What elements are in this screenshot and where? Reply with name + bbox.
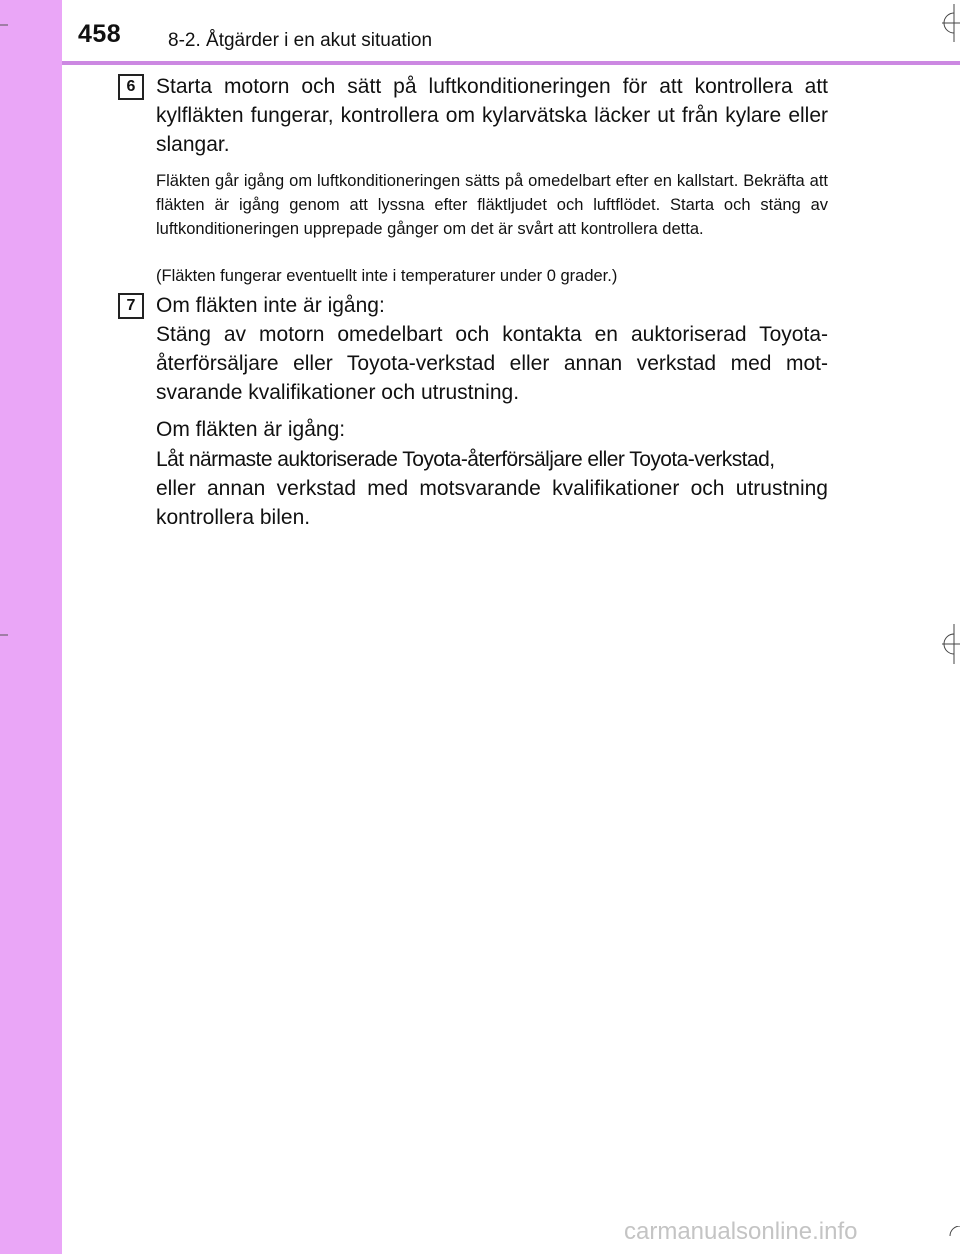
crop-mark-icon bbox=[0, 634, 8, 636]
crop-mark-icon bbox=[0, 24, 8, 26]
section-title: 8-2. Åtgärder i en akut situation bbox=[168, 30, 433, 51]
chapter-sidebar bbox=[0, 0, 62, 1254]
registration-mark-icon bbox=[932, 4, 960, 42]
step-7-case-2-text-line-1: Låt närmaste auktoriserade Toyota-återförsäljare eller Toyota-verkstad, bbox=[156, 448, 775, 471]
step-6-note-temperature: (Fläkten fungerar eventuellt inte i temperaturer under 0 grader.) bbox=[156, 267, 618, 285]
registration-mark-icon bbox=[938, 624, 960, 664]
step-7-case-1-text: Stäng av motorn omedelbart och kontakta en auktoriserad Toyota-återförsäljare eller Toyota-verkstad eller annan verkstad med mot-svarande kvalifikationer och utrustning. bbox=[156, 323, 828, 404]
step-number-7: 7 bbox=[118, 293, 144, 319]
step-6-text: Starta motorn och sätt på luftkonditioneringen för att kontrollera att kylfläkten fungerar, kontrollera om kylarvätska läcker ut från kylare eller slangar. bbox=[156, 75, 828, 156]
step-7-case-1-heading: Om fläkten inte är igång: bbox=[156, 294, 385, 317]
header-rule bbox=[62, 61, 960, 65]
page-number: 458 bbox=[78, 20, 122, 48]
crop-mark-icon bbox=[948, 1226, 960, 1246]
step-number-6: 6 bbox=[118, 74, 144, 100]
watermark: carmanualsonline.info bbox=[624, 1218, 858, 1245]
step-7-case-2-text: eller annan verkstad med motsvarande kvalifikationer och utrustning kontrollera bilen. bbox=[156, 477, 828, 529]
step-6-note: Fläkten går igång om luftkonditioneringen sätts på omedelbart efter en kallstart. Bekräfta att fläkten är igång genom att lyssna efter fläktljudet och luftflödet. Starta och stäng av luftkonditioneringen upprepade gånger om det är svårt att kontrollera detta. bbox=[156, 172, 828, 238]
step-7-case-2-heading: Om fläkten är igång: bbox=[156, 418, 346, 441]
